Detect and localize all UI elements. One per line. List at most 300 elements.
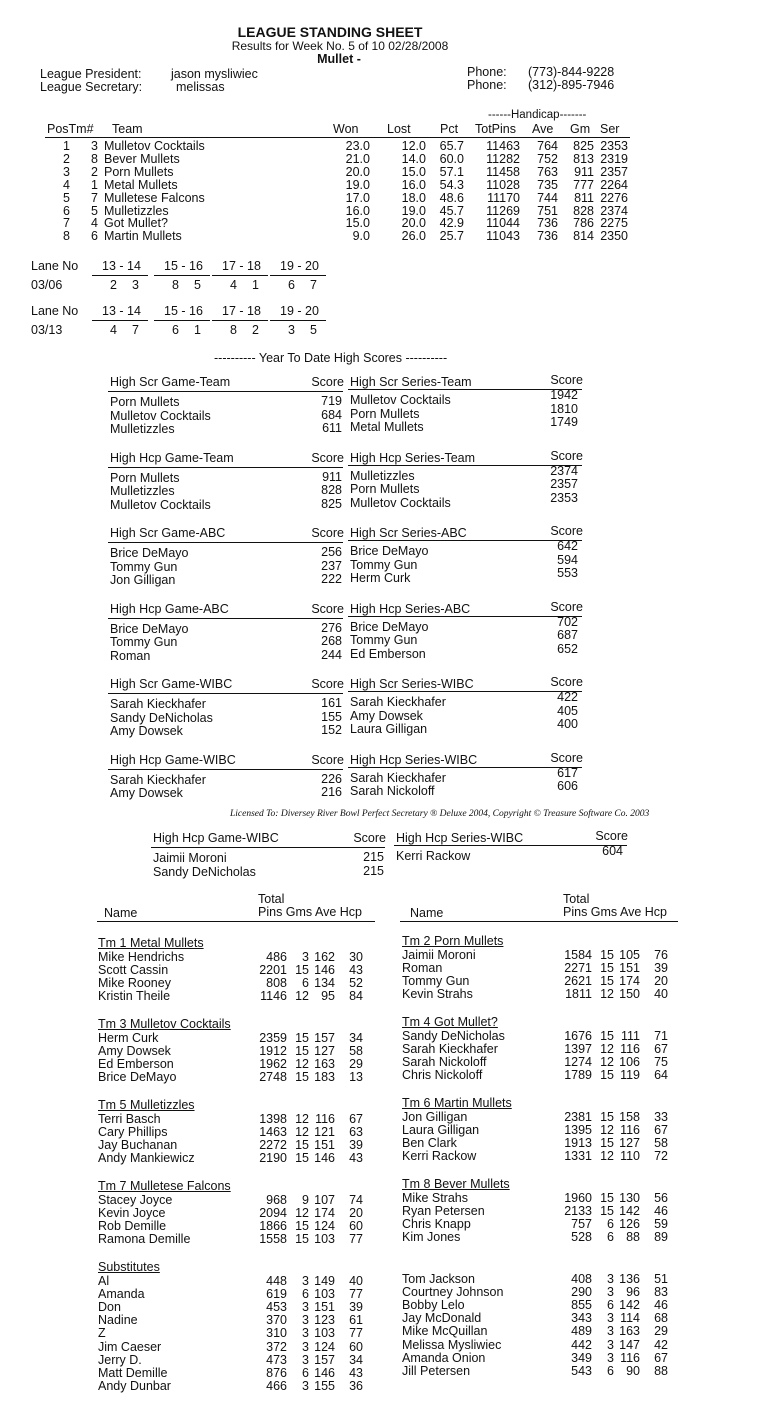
highscore-name: Porn Mullets: [110, 395, 180, 409]
highscore-name: Tommy Gun: [350, 633, 418, 647]
roster-pins: 1397: [564, 1042, 592, 1057]
roster-player-name: Jay McDonald: [402, 1311, 482, 1326]
roster-player-name: Brice DeMayo: [98, 1070, 177, 1085]
col-won: Won: [333, 122, 359, 136]
standing-team-number: 8: [91, 151, 98, 166]
roster-player-name: Kerri Rackow: [402, 1149, 477, 1164]
score-label: Score: [550, 448, 583, 463]
roster-player-name: Ryan Petersen: [402, 1204, 485, 1219]
standing-lost: 15.0: [401, 164, 426, 179]
score-label: Score: [311, 526, 344, 540]
highscore-name: Kerri Rackow: [396, 849, 471, 863]
total-label: Total: [258, 892, 285, 906]
highscore-name: Sarah Kieckhafer: [110, 772, 206, 787]
roster-games: 3: [302, 1378, 309, 1393]
roster-handicap: 77: [349, 1232, 363, 1247]
roster-player-name: Ben Clark: [402, 1136, 457, 1151]
highscore-value: 828: [321, 483, 342, 497]
roster-average: 174: [314, 1206, 335, 1221]
standing-won: 16.0: [345, 203, 370, 218]
roster-pins: 1962: [259, 1057, 287, 1072]
roster-average: 116: [620, 1350, 640, 1365]
roster-games: 15: [295, 1031, 309, 1045]
roster-player-name: Tommy Gun: [402, 974, 470, 989]
roster-pins: 2272: [259, 1138, 287, 1153]
highscore-name: Brice DeMayo: [350, 544, 429, 558]
roster-games: 15: [295, 1151, 309, 1166]
roster-pins: 543: [571, 1363, 592, 1378]
roster-player-name: Amanda: [98, 1287, 145, 1302]
roster-average: 142: [619, 1298, 640, 1313]
roster-pins: 2190: [259, 1151, 287, 1166]
col-postm: PosTm#: [47, 122, 94, 136]
roster-columns: Pins Gms Ave Hcp: [258, 905, 362, 919]
roster-player-name: Sarah Nickoloff: [402, 1055, 487, 1070]
roster-games: 3: [607, 1272, 614, 1286]
roster-player-name: Tom Jackson: [402, 1272, 475, 1286]
roster-average: 146: [314, 963, 335, 978]
highscore-value: 702: [557, 614, 578, 629]
roster-games: 6: [302, 976, 309, 991]
standing-team-number: 6: [91, 229, 98, 244]
standing-lost: 16.0: [401, 177, 426, 192]
standing-team-number: 3: [91, 139, 98, 153]
lane-range: 13 - 14: [102, 304, 141, 318]
roster-handicap: 72: [654, 1149, 668, 1164]
roster-games: 15: [600, 1068, 614, 1083]
roster-pins: 1146: [260, 989, 287, 1004]
roster-handicap: 39: [654, 961, 668, 976]
standing-totpins: 11170: [487, 190, 520, 205]
standing-lost: 20.0: [401, 216, 426, 231]
highscore-category-title: High Hcp Series-Team: [350, 450, 476, 465]
roster-pins: 2271: [564, 961, 592, 976]
roster-team-title: Tm 6 Martin Mullets: [402, 1096, 512, 1110]
roster-games: 6: [607, 1363, 614, 1378]
roster-player-name: Kristin Theile: [98, 989, 171, 1004]
highscore-category-title: High Hcp Series-WIBC: [396, 831, 524, 845]
roster-average: 95: [321, 989, 335, 1004]
roster-pins: 486: [266, 950, 287, 964]
roster-handicap: 46: [654, 1204, 668, 1219]
roster-average: 174: [619, 974, 640, 989]
roster-pins: 489: [571, 1324, 592, 1339]
roster-games: 6: [302, 1365, 309, 1380]
phone-label: Phone:: [467, 78, 507, 92]
standing-ser: 2319: [600, 151, 628, 166]
roster-average: 136: [619, 1272, 640, 1286]
roster-pins: 1331: [564, 1149, 592, 1164]
roster-pins: 757: [571, 1217, 592, 1232]
roster-player-name: Herm Curk: [98, 1031, 159, 1045]
col-totpins: TotPins: [475, 122, 516, 136]
rule: [151, 847, 385, 848]
roster-games: 15: [600, 1191, 614, 1205]
highscore-name: Amy Dowsek: [110, 724, 183, 738]
roster-handicap: 33: [654, 1110, 668, 1124]
highscore-value: 606: [557, 779, 578, 793]
handicap-label: ------Handicap-------: [488, 109, 587, 121]
roster-team-title: Tm 7 Mulletese Falcons: [98, 1179, 231, 1193]
rule: [97, 921, 375, 922]
roster-games: 15: [600, 948, 614, 962]
score-label: Score: [550, 750, 583, 765]
standing-team-number: 5: [91, 203, 98, 218]
standing-team-name: Porn Mullets: [104, 164, 174, 179]
roster-pins: 466: [266, 1378, 287, 1393]
roster-games: 3: [607, 1311, 614, 1326]
roster-games: 9: [302, 1193, 309, 1207]
standing-lost: 19.0: [401, 203, 426, 218]
roster-player-name: Terri Basch: [98, 1112, 161, 1126]
roster-average: 146: [314, 1365, 335, 1380]
roster-average: 151: [619, 961, 640, 976]
roster-games: 3: [607, 1337, 614, 1352]
lane-team-b: 3: [132, 278, 139, 292]
highscore-category-title: High Hcp Game-WIBC: [153, 831, 279, 845]
lane-team-b: 2: [252, 323, 259, 337]
highscore-name: Mulletov Cocktails: [350, 393, 451, 407]
roster-games: 3: [302, 1352, 309, 1367]
highscore-value: 422: [557, 690, 578, 704]
roster-columns: Pins Gms Ave Hcp: [563, 905, 667, 919]
roster-handicap: 58: [349, 1044, 363, 1059]
standing-ave: 763: [537, 164, 558, 179]
highscore-value: 256: [321, 545, 342, 559]
roster-player-name: Courtney Johnson: [402, 1285, 504, 1300]
standing-pos: 8: [63, 229, 70, 244]
roster-player-name: Cary Phillips: [98, 1125, 168, 1140]
standing-gm: 777: [573, 177, 594, 192]
rule: [108, 769, 343, 770]
roster-player-name: Jim Caeser: [98, 1339, 162, 1354]
standing-totpins: 11043: [486, 229, 520, 244]
standing-pct: 65.7: [439, 139, 464, 153]
roster-average: 119: [620, 1068, 640, 1083]
highscore-name: Tommy Gun: [110, 635, 178, 649]
results-line: Results for Week No. 5 of 10 02/28/2008: [231, 39, 449, 53]
highscore-category-title: High Scr Game-WIBC: [110, 677, 233, 691]
roster-pins: 2094: [259, 1206, 287, 1221]
roster-pins: 442: [571, 1337, 592, 1352]
roster-games: 12: [295, 989, 309, 1004]
standing-pos: 6: [63, 203, 70, 218]
lane-range: 13 - 14: [102, 259, 141, 273]
roster-games: 15: [600, 974, 614, 989]
highscore-value: 276: [321, 620, 342, 635]
standing-team-number: 7: [91, 190, 98, 205]
highscore-name: Porn Mullets: [350, 406, 420, 421]
roster-player-name: Ramona Demille: [98, 1232, 191, 1247]
roster-team-title: Tm 8 Bever Mullets: [402, 1177, 510, 1191]
highscore-value: 2353: [550, 490, 578, 505]
highscore-value: 617: [557, 765, 578, 780]
president-name: jason mysliwiec: [171, 67, 258, 81]
roster-average: 130: [619, 1191, 640, 1205]
roster-average: 155: [314, 1378, 335, 1393]
roster-handicap: 84: [349, 989, 363, 1004]
roster-handicap: 43: [349, 963, 363, 978]
highscore-category-title: High Scr Series-WIBC: [350, 677, 474, 691]
president-label: League President:: [40, 67, 142, 81]
highscore-value: 604: [602, 844, 623, 858]
standing-pct: 45.7: [439, 203, 464, 218]
standing-won: 21.0: [345, 151, 370, 166]
lane-label: Lane No: [31, 304, 79, 318]
roster-player-name: Kevin Strahs: [402, 987, 473, 1002]
highscore-name: Jon Gilligan: [110, 573, 176, 587]
highscore-value: 161: [321, 696, 342, 710]
roster-pins: 448: [266, 1274, 287, 1288]
lane-team-a: 4: [110, 323, 117, 337]
standing-ser: 2264: [600, 177, 628, 192]
roster-average: 142: [619, 1204, 640, 1219]
roster-handicap: 77: [349, 1287, 363, 1302]
roster-average: 116: [315, 1112, 335, 1126]
highscore-name: Tommy Gun: [110, 559, 178, 574]
roster-average: 105: [619, 948, 640, 962]
roster-average: 96: [626, 1285, 640, 1300]
standing-gm: 811: [574, 190, 594, 205]
highscore-name: Mulletov Cocktails: [350, 495, 451, 510]
roster-handicap: 89: [654, 1230, 668, 1245]
lane-team-b: 1: [252, 278, 259, 292]
roster-handicap: 64: [654, 1068, 668, 1083]
roster-pins: 1274: [564, 1055, 592, 1070]
roster-average: 111: [620, 1029, 640, 1043]
standing-team-number: 1: [91, 177, 98, 192]
roster-average: 163: [619, 1324, 640, 1339]
standing-ave: 744: [537, 190, 558, 205]
roster-pins: 1463: [259, 1125, 287, 1140]
highscore-name: Amy Dowsek: [350, 708, 423, 723]
roster-player-name: Jon Gilligan: [402, 1110, 468, 1124]
roster-pins: 2748: [259, 1070, 287, 1085]
lane-team-a: 8: [172, 278, 179, 292]
roster-average: 134: [314, 976, 335, 991]
roster-player-name: Matt Demille: [98, 1365, 168, 1380]
lane-team-b: 5: [310, 323, 317, 337]
roster-player-name: Sarah Kieckhafer: [402, 1042, 498, 1057]
roster-player-name: Jaimii Moroni: [402, 948, 476, 962]
standing-won: 19.0: [345, 177, 370, 192]
highscore-name: Tommy Gun: [350, 557, 418, 572]
roster-player-name: Andy Mankiewicz: [98, 1151, 195, 1166]
standing-team-name: Mulletov Cocktails: [104, 139, 205, 153]
roster-pins: 343: [571, 1311, 592, 1326]
roster-pins: 1811: [565, 987, 592, 1002]
standing-pos: 2: [63, 151, 70, 166]
license-text: Licensed To: Diversey River Bowl Perfect Secretary ® Deluxe 2004, Copyright © Treasure Software Co. 2003: [230, 809, 650, 819]
standing-lost: 18.0: [401, 190, 426, 205]
rule: [212, 320, 268, 321]
roster-team-title: Tm 5 Mulletizzles: [98, 1098, 195, 1112]
roster-player-name: Stacey Joyce: [98, 1193, 173, 1207]
standing-pct: 42.9: [439, 216, 464, 231]
highscore-value: 1749: [550, 415, 578, 429]
roster-pins: 1913: [564, 1136, 592, 1151]
roster-average: 103: [314, 1287, 335, 1302]
roster-pins: 1395: [564, 1123, 592, 1138]
highscore-name: Amy Dowsek: [110, 786, 183, 800]
standing-ser: 2374: [600, 203, 628, 218]
rule: [92, 275, 148, 276]
col-ser: Ser: [600, 122, 620, 136]
col-gm: Gm: [570, 122, 591, 136]
highscore-category-title: High Scr Series-Team: [350, 375, 472, 389]
standing-totpins: 11463: [486, 139, 520, 153]
roster-average: 150: [619, 987, 640, 1002]
roster-games: 12: [600, 1042, 614, 1057]
roster-pins: 1789: [564, 1068, 592, 1083]
roster-player-name: Mike Hendrichs: [98, 950, 185, 964]
standing-team-number: 2: [91, 164, 98, 179]
roster-games: 15: [600, 1136, 614, 1151]
rule: [154, 275, 210, 276]
rule: [212, 275, 268, 276]
standing-won: 9.0: [352, 229, 370, 244]
roster-games: 15: [295, 1219, 309, 1234]
col-team: Team: [112, 122, 143, 136]
lane-range: 17 - 18: [222, 259, 261, 273]
roster-player-name: Z: [98, 1326, 106, 1341]
roster-player-name: Chris Knapp: [402, 1217, 471, 1232]
standing-totpins: 11044: [486, 216, 520, 231]
roster-team-title: Tm 3 Mulletov Cocktails: [98, 1017, 231, 1031]
extra-high-scores: [0, 829, 777, 882]
roster-games: 15: [600, 1029, 614, 1043]
roster-player-name: Jill Petersen: [402, 1363, 471, 1378]
roster-handicap: 43: [349, 1151, 363, 1166]
roster-games: 3: [607, 1324, 614, 1339]
highscore-name: Sarah Kieckhafer: [350, 770, 446, 785]
highscore-name: Mulletizzles: [110, 422, 175, 436]
standing-pct: 57.1: [439, 164, 464, 179]
roster-handicap: 67: [654, 1350, 668, 1365]
roster-handicap: 52: [349, 976, 363, 991]
roster-handicap: 39: [349, 1300, 363, 1315]
roster-pins: 1960: [564, 1191, 592, 1205]
standing-won: 23.0: [345, 139, 370, 153]
roster-pins: 1558: [259, 1232, 287, 1247]
standing-pos: 5: [63, 190, 70, 205]
roster-games: 15: [295, 1232, 309, 1247]
roster-player-name: Sandy DeNicholas: [402, 1029, 505, 1043]
standing-pos: 4: [63, 177, 70, 192]
roster-handicap: 39: [349, 1138, 363, 1153]
highscore-category-title: High Hcp Series-ABC: [350, 601, 471, 616]
roster-pins: 2201: [259, 963, 287, 978]
roster-player-name: Roman: [402, 961, 443, 976]
standing-team-number: 4: [91, 216, 98, 231]
roster-games: 3: [302, 1300, 309, 1315]
rule: [92, 320, 148, 321]
highscore-value: 687: [557, 628, 578, 642]
highscore-category-title: High Hcp Game-ABC: [110, 601, 229, 616]
highscore-value: 215: [363, 863, 384, 878]
rule: [108, 467, 343, 468]
roster-player-name: Jerry D.: [98, 1352, 142, 1367]
lane-team-a: 8: [230, 323, 237, 337]
roster-player-name: Chris Nickoloff: [402, 1068, 483, 1083]
roster-handicap: 67: [349, 1112, 363, 1126]
highscore-name: Mulletov Cocktails: [110, 408, 211, 423]
standing-gm: 911: [574, 164, 594, 179]
roster-player-name: Melissa Mysliwiec: [402, 1337, 502, 1352]
roster-player-name: Ed Emberson: [98, 1057, 174, 1072]
roster-player-name: Kim Jones: [402, 1230, 461, 1245]
roster-handicap: 83: [654, 1285, 668, 1300]
standing-gm: 814: [573, 229, 594, 244]
roster-pins: 2621: [564, 974, 592, 989]
roster-handicap: 60: [349, 1219, 363, 1234]
col-ave: Ave: [532, 122, 554, 136]
score-label: Score: [550, 675, 583, 689]
standing-pct: 25.7: [439, 229, 464, 244]
roster-average: 151: [314, 1138, 335, 1153]
standing-pct: 48.6: [439, 190, 464, 205]
rule: [270, 275, 326, 276]
roster-games: 6: [607, 1230, 614, 1245]
roster-player-name: Mike McQuillan: [402, 1324, 488, 1339]
roster-pins: 1676: [564, 1029, 592, 1043]
highscore-name: Metal Mullets: [350, 420, 424, 434]
standing-gm: 828: [573, 203, 594, 218]
lane-label: Lane No: [31, 259, 79, 273]
roster-player-name: Rob Demille: [98, 1219, 167, 1234]
rule: [400, 921, 678, 922]
roster-games: 3: [302, 1326, 309, 1341]
highscore-value: 226: [321, 771, 342, 786]
roster-handicap: 61: [349, 1313, 363, 1328]
roster-games: 15: [295, 1070, 309, 1085]
standing-ave: 764: [537, 139, 558, 153]
highscore-value: 155: [321, 709, 342, 724]
standing-ser: 2353: [600, 139, 628, 153]
total-label: Total: [563, 892, 590, 906]
roster-games: 12: [600, 1149, 614, 1164]
rule: [108, 391, 343, 392]
standing-pos: 7: [63, 216, 70, 231]
roster-handicap: 34: [349, 1031, 363, 1045]
phone-label: Phone:: [467, 65, 507, 79]
roster-average: 146: [314, 1151, 335, 1166]
roster-average: 106: [619, 1055, 640, 1070]
secretary-name: melissas: [176, 80, 225, 94]
roster-average: 88: [626, 1230, 640, 1245]
score-label: Score: [311, 677, 344, 691]
roster-handicap: 40: [349, 1274, 363, 1288]
highscore-value: 1810: [550, 401, 578, 416]
score-label: Score: [550, 524, 583, 538]
roster-handicap: 42: [654, 1337, 668, 1352]
roster-average: 162: [314, 950, 335, 964]
highscore-value: 400: [557, 717, 578, 731]
roster-handicap: 29: [349, 1057, 363, 1072]
roster-games: 12: [600, 1123, 614, 1138]
standing-gm: 813: [573, 151, 594, 166]
lane-team-a: 2: [110, 278, 117, 292]
highscore-category-title: High Hcp Game-Team: [110, 450, 234, 465]
roster-average: 103: [314, 1232, 335, 1247]
roster-team-title: Substitutes: [98, 1260, 160, 1274]
rule: [270, 320, 326, 321]
highscore-name: Brice DeMayo: [110, 546, 189, 560]
lane-assignments: [0, 260, 400, 340]
roster-player-name: Don: [98, 1300, 121, 1315]
secretary-phone: (312)-895-7946: [528, 78, 615, 92]
roster-handicap: 76: [654, 948, 668, 962]
